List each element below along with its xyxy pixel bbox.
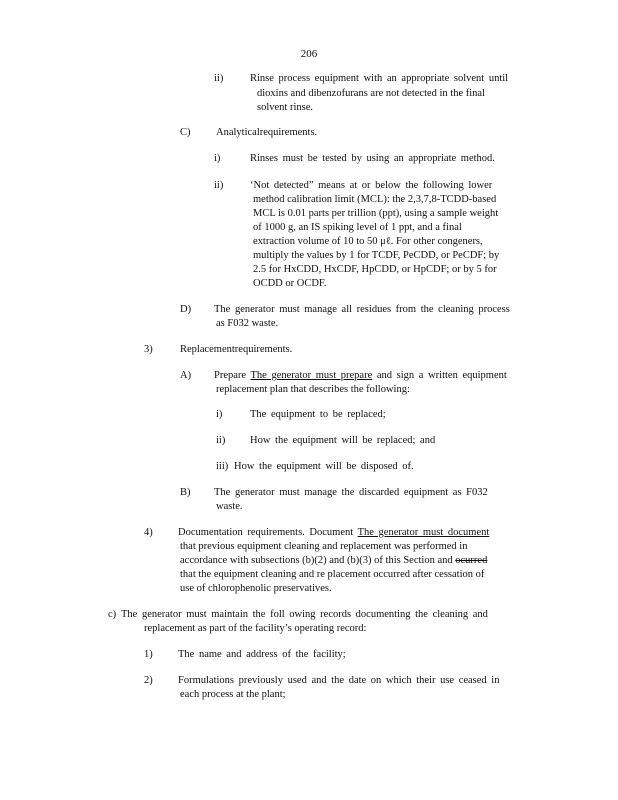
item-line: ‘Not detected” means at or below the following lower — [250, 180, 493, 191]
item-line: extraction volume of 10 to 50 μℓ. For other congeners, — [253, 236, 483, 247]
item-label: 2) — [144, 675, 153, 686]
item-line: that the equipment cleaning and re placement occurred after cessation of — [180, 569, 485, 580]
item-line: dioxins and dibenzofurans are not detected in the final — [257, 88, 486, 99]
item-label: 3) — [144, 344, 153, 355]
item-line: solvent rinse. — [257, 102, 313, 113]
item-line: of 1000 g, an IS spiking level of 1 ppt, and a final — [253, 222, 462, 233]
item-line: The equipment to be replaced; — [250, 409, 386, 420]
item-line: multiply the values by 1 for TCDF, PeCDD, or PeCDF; by — [253, 250, 500, 261]
item-line: use of chlorophenolic preservatives. — [180, 583, 332, 594]
item-line: Rinses must be tested by using an appropriate method. — [250, 153, 495, 164]
deleted-text: Prepare — [214, 370, 247, 381]
item-line: MCL is 0.01 parts per trillion (ppt), using a sample weight — [253, 208, 499, 219]
item-label: iii) — [216, 461, 229, 472]
item-label: 4) — [144, 527, 153, 538]
item-label: i) — [214, 153, 221, 164]
item-line: replacement as part of the facility’s operating record: — [144, 623, 367, 634]
item-text: Documentation requirements. Document — [178, 527, 354, 538]
item-line: Formulations previously used and the date on which their use ceased in — [178, 675, 500, 686]
item-line: The generator must manage the discarded equipment as F032 — [214, 487, 488, 498]
item-heading: Analyticalrequirements. — [216, 127, 318, 138]
inserted-text: The generator must prepare — [250, 370, 373, 381]
item-text: accordance with subsections (b)(2) and (b)(3) of this Section and — [180, 555, 453, 566]
item-line: The generator must manage all residues from the cleaning process — [214, 304, 510, 315]
item-line: How the equipment will be replaced; and — [250, 435, 436, 446]
item-label: D) — [180, 304, 192, 315]
item-line: waste. — [216, 501, 243, 512]
item-line: method calibration limit (MCL): the 2,3,7,8-TCDD-based — [253, 194, 497, 205]
item-line: 2.5 for HxCDD, HxCDF, HpCDD, or HpCDF; or by 5 for — [253, 264, 497, 275]
item-line: Rinse process equipment with an appropriate solvent until — [250, 73, 509, 84]
item-line: How the equipment will be disposed of. — [234, 461, 414, 472]
item-text: and sign a written equipment — [376, 370, 507, 381]
item-label: ii) — [214, 73, 224, 84]
item-line: The generator must maintain the foll owing records documenting the cleaning and — [121, 609, 488, 620]
item-line: The name and address of the facility; — [178, 649, 346, 660]
deleted-text: ocurred — [455, 555, 488, 566]
inserted-text: The generator must document — [357, 527, 490, 538]
item-label: ii) — [214, 180, 224, 191]
item-line — [214, 369, 507, 383]
item-line: replacement plan that describes the following: — [216, 384, 410, 395]
item-line — [178, 526, 489, 540]
item-label: A) — [180, 370, 192, 381]
item-label: i) — [216, 409, 223, 420]
item-label: c) — [108, 609, 117, 620]
item-line: each process at the plant; — [180, 689, 286, 700]
item-line: that previous equipment cleaning and replacement was performed in — [180, 541, 468, 552]
item-label: 1) — [144, 649, 153, 660]
item-label: B) — [180, 487, 191, 498]
item-label: C) — [180, 127, 191, 138]
page-number: 206 — [300, 48, 318, 60]
item-line: OCDD or OCDF. — [253, 278, 327, 289]
item-label: ii) — [216, 435, 226, 446]
item-line — [180, 554, 487, 568]
item-heading: Replacementrequirements. — [180, 344, 293, 355]
item-line: as F032 waste. — [216, 318, 279, 329]
